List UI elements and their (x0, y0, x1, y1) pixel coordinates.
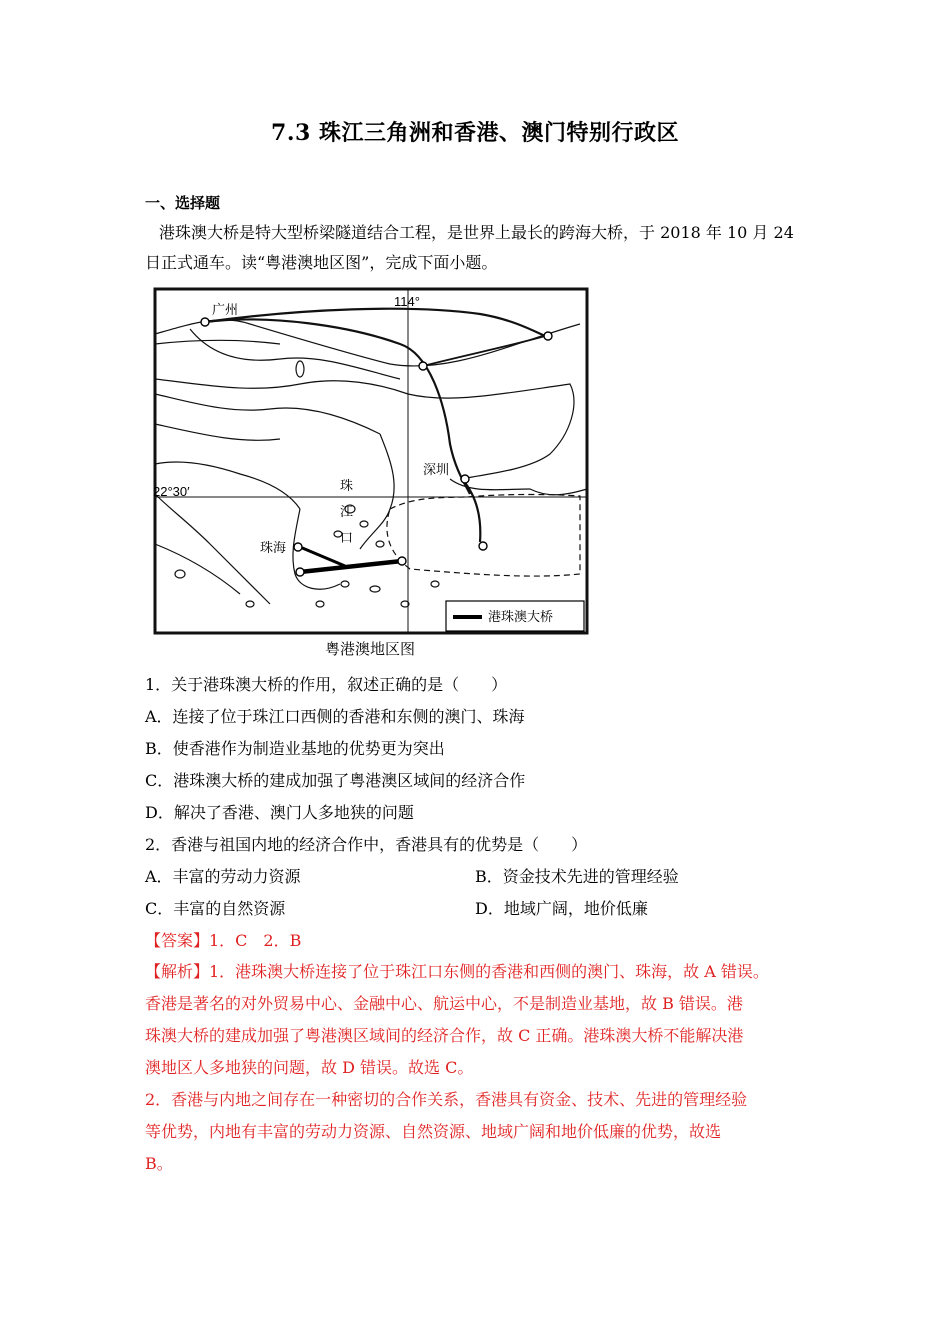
map-caption: 粤港澳地区图 (324, 641, 416, 658)
question-1-stem: 1．关于港珠澳大桥的作用，叙述正确的是（ ） (145, 675, 508, 694)
question-1-option-b: B．使香港作为制造业基地的优势更为突出 (145, 739, 445, 758)
question-2-option-c: C．丰富的自然资源 (145, 899, 286, 918)
question-2-option-b: B．资金技术先进的管理经验 (475, 867, 679, 886)
label-latitude: 22°30′ (153, 484, 190, 499)
map-legend (446, 601, 584, 631)
explanation-line-6: 等优势，内地有丰富的劳动力资源、自然资源、地域广阔和地价低廉的优势，故选 (145, 1122, 722, 1141)
explanation-line-1: 【解析】1．港珠澳大桥连接了位于珠江口东侧的香港和西侧的澳门、珠海，故 A 错误。 (145, 962, 769, 981)
explanation-line-3: 珠澳大桥的建成加强了粤港澳区域间的经济合作，故 C 正确。港珠澳大桥不能解决港 (145, 1026, 744, 1045)
page-title: 7.3 珠江三角洲和香港、澳门特别行政区 (271, 120, 679, 146)
label-shenzhen: 深圳 (423, 462, 450, 477)
explanation-line-7: B。 (145, 1154, 173, 1173)
label-estuary-1: 珠 (340, 478, 354, 493)
question-2-stem: 2．香港与祖国内地的经济合作中，香港具有的优势是（ ） (145, 835, 588, 854)
label-zhuhai: 珠海 (260, 540, 287, 555)
question-1-option-c: C．港珠澳大桥的建成加强了粤港澳区域间的经济合作 (145, 771, 526, 790)
label-estuary-3: 口 (340, 530, 354, 545)
label-longitude: 114° (394, 294, 420, 309)
intro-paragraph: 港珠澳大桥是特大型桥梁隧道结合工程，是世界上最长的跨海大桥，于 2018 年 10 月 24 日正式通车。读“粤港澳地区图”，完成下面小题。 (145, 223, 794, 272)
answer-line: 【答案】1．C 2．B (145, 931, 302, 950)
label-guangzhou: 广州 (212, 302, 239, 317)
question-2-option-d: D．地域广阔，地价低廉 (475, 899, 648, 918)
legend-label: 港珠澳大桥 (488, 609, 554, 624)
guangdong-hk-macau-map (150, 284, 590, 662)
explanation-line-4: 澳地区人多地狭的问题，故 D 错误。故选 C。 (145, 1058, 474, 1077)
question-2-option-a: A．丰富的劳动力资源 (145, 867, 301, 886)
explanation-line-2: 香港是著名的对外贸易中心、金融中心、航运中心，不是制造业基地，故 B 错误。港 (145, 994, 743, 1013)
question-1-option-a: A．连接了位于珠江口西侧的香港和东侧的澳门、珠海 (145, 707, 525, 726)
explanation-line-5: 2．香港与内地之间存在一种密切的合作关系，香港具有资金、技术、先进的管理经验 (145, 1090, 748, 1109)
section-heading: 一、选择题 (145, 194, 221, 212)
question-1-option-d: D．解决了香港、澳门人多地狭的问题 (145, 803, 414, 822)
label-estuary-2: 江 (340, 504, 354, 519)
